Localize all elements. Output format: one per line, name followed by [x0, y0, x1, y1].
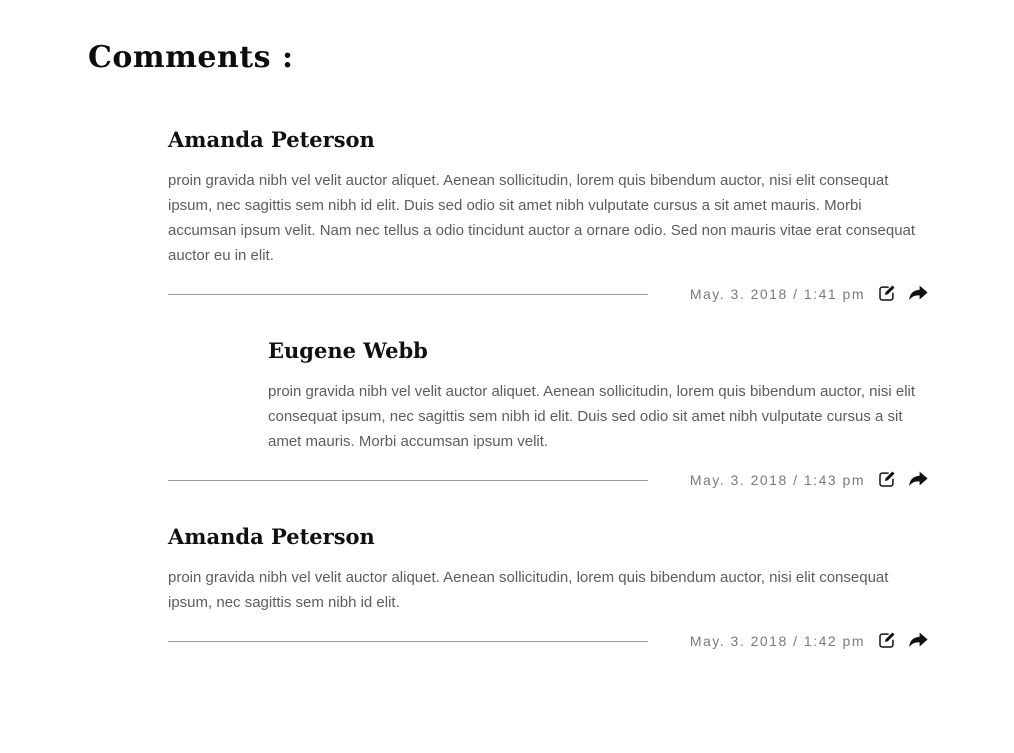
comment-content — [168, 125, 928, 268]
share-comment-button[interactable] — [908, 471, 928, 490]
edit-comment-button[interactable] — [879, 284, 896, 304]
comment-item — [168, 125, 928, 306]
comment-author: Amanda Peterson — [168, 127, 375, 152]
comment-content — [168, 336, 928, 454]
share-arrow-icon — [908, 285, 928, 304]
edit-icon — [879, 470, 896, 490]
share-arrow-icon — [908, 632, 928, 651]
edit-comment-button[interactable] — [879, 470, 896, 490]
divider — [168, 294, 648, 295]
edit-icon — [879, 284, 896, 304]
comment-meta — [168, 468, 928, 492]
comment-content — [168, 522, 928, 615]
comment-date: May. 3. 2018 / 1:41 pm — [689, 286, 865, 302]
comment-meta — [168, 629, 928, 653]
divider — [168, 641, 648, 642]
edit-comment-button[interactable] — [879, 631, 896, 651]
comment-body: proin gravida nibh vel velit auctor aliquet. Aenean sollicitudin, lorem quis bibendum auctor, nisi elit consequat ipsum, nec sagittis sem nibh id elit. — [168, 569, 889, 611]
share-arrow-icon — [908, 471, 928, 490]
comment-item — [168, 336, 928, 492]
divider — [168, 480, 648, 481]
comment-meta — [168, 282, 928, 306]
comment-item — [168, 522, 928, 653]
comment-author: Eugene Webb — [268, 338, 428, 363]
edit-icon — [879, 631, 896, 651]
comment-date: May. 3. 2018 / 1:43 pm — [689, 472, 865, 488]
comment-body: proin gravida nibh vel velit auctor aliquet. Aenean sollicitudin, lorem quis bibendum auctor, nisi elit consequat ipsum, nec sagittis sem nibh id elit. Duis sed odio sit amet nibh vulputate cursus a sit amet mauris. Morbi accumsan ipsum velit. Nam nec tellus a odio tincidunt auctor a ornare odio. Sed non mauris vitae erat consequat auctor eu in elit. — [168, 172, 916, 264]
comment-date: May. 3. 2018 / 1:42 pm — [689, 633, 865, 649]
comment-body: proin gravida nibh vel velit auctor aliquet. Aenean sollicitudin, lorem quis bibendum auctor, nisi elit consequat ipsum, nec sagittis sem nibh id elit. Duis sed odio sit amet nibh vulputate cursus a sit amet mauris. Morbi accumsan ipsum velit. — [268, 383, 916, 450]
comment-author: Amanda Peterson — [168, 524, 375, 549]
page-title: Comments : — [88, 40, 294, 75]
share-comment-button[interactable] — [908, 285, 928, 304]
share-comment-button[interactable] — [908, 632, 928, 651]
comments-list — [168, 125, 928, 653]
